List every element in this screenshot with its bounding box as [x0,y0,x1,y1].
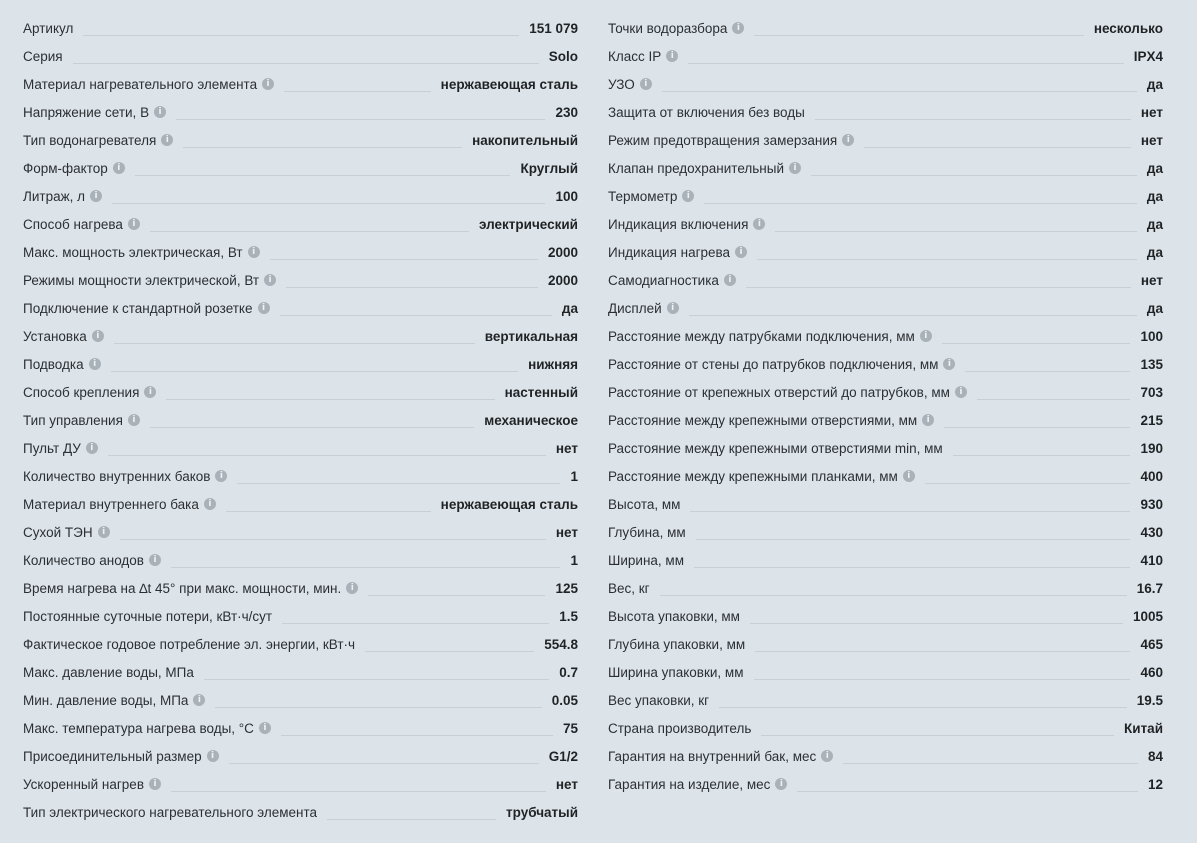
info-icon[interactable]: i [98,526,110,538]
leader-line [690,511,1130,512]
specs-column-right [608,14,1163,843]
leader-line [761,735,1114,736]
leader-line [111,371,518,372]
spec-value: нет [1140,132,1163,148]
spec-row [23,378,578,406]
spec-label: Гарантия на изделие, мес [608,776,771,792]
spec-value: да [1146,76,1163,92]
leader-line [166,399,494,400]
leader-line [811,175,1137,176]
spec-label: Серия [23,48,63,64]
leader-line [694,567,1130,568]
spec-row [23,574,578,602]
spec-value: да [1146,160,1163,176]
spec-label: Макс. мощность электрическая, Вт [23,244,243,260]
spec-row [23,798,578,826]
info-icon[interactable]: i [732,22,744,34]
spec-row [23,602,578,630]
spec-label: Тип водонагревателя [23,132,157,148]
spec-label: Форм-фактор [23,160,108,176]
spec-label: Индикация включения [608,216,749,232]
spec-value: 0.05 [551,692,578,708]
info-icon[interactable]: i [161,134,173,146]
info-icon[interactable]: i [90,190,102,202]
spec-label: Установка [23,328,87,344]
info-icon[interactable]: i [682,190,694,202]
spec-label: Ширина, мм [608,552,684,568]
spec-label: Защита от включения без воды [608,104,805,120]
leader-line [719,707,1127,708]
leader-line [229,763,539,764]
spec-label: Индикация нагрева [608,244,731,260]
leader-line [112,203,545,204]
leader-line [965,371,1130,372]
leader-line [183,147,462,148]
leader-line [750,623,1123,624]
spec-label: Расстояние между патрубками подключения, мм [608,328,915,344]
spec-label: Вес упаковки, кг [608,692,710,708]
leader-line [237,483,560,484]
spec-label: Самодиагностика [608,272,719,288]
info-icon[interactable]: i [86,442,98,454]
leader-line [942,343,1131,344]
spec-row [23,126,578,154]
info-icon[interactable]: i [258,302,270,314]
leader-line [815,119,1131,120]
leader-line [327,819,496,820]
spec-row [608,322,1163,350]
spec-row [23,266,578,294]
spec-value: нет [1140,272,1163,288]
info-icon[interactable]: i [259,722,271,734]
leader-line [746,287,1131,288]
spec-value: 12 [1147,776,1163,792]
spec-row [608,238,1163,266]
spec-label: Сухой ТЭН [23,524,93,540]
spec-row [23,406,578,434]
info-icon[interactable]: i [89,358,101,370]
spec-value: нержавеющая сталь [440,496,578,512]
spec-value: нижняя [528,356,578,372]
spec-value: настенный [504,384,578,400]
spec-row [608,518,1163,546]
leader-line [925,483,1131,484]
leader-line [282,623,549,624]
spec-row [23,434,578,462]
spec-label: Подводка [23,356,84,372]
spec-row [23,490,578,518]
spec-value: 703 [1140,384,1163,400]
spec-value: Solo [548,48,578,64]
spec-value: электрический [479,216,578,232]
info-icon[interactable]: i [149,554,161,566]
spec-label: Артикул [23,20,74,36]
spec-value: Китай [1124,720,1163,736]
leader-line [864,147,1131,148]
spec-row [608,546,1163,574]
info-icon[interactable]: i [207,750,219,762]
spec-row [608,182,1163,210]
spec-row [608,98,1163,126]
spec-value: 125 [555,580,578,596]
spec-label: Материал внутреннего бака [23,496,199,512]
info-icon[interactable]: i [215,470,227,482]
spec-row [23,70,578,98]
spec-label: Подключение к стандартной розетке [23,300,253,316]
spec-label: Гарантия на внутренний бак, мес [608,748,817,764]
leader-line [150,427,474,428]
spec-label: Вес, кг [608,580,650,596]
spec-row [608,154,1163,182]
leader-line [114,343,475,344]
info-icon[interactable]: i [264,274,276,286]
spec-row [23,546,578,574]
info-icon[interactable]: i [346,582,358,594]
info-icon[interactable]: i [943,358,955,370]
spec-value: да [561,300,578,316]
leader-line [83,35,519,36]
leader-line [757,259,1137,260]
spec-value: 400 [1140,468,1163,484]
leader-line [977,399,1131,400]
spec-value: 2000 [547,244,578,260]
spec-row [608,434,1163,462]
spec-row [608,126,1163,154]
spec-label: УЗО [608,76,635,92]
info-icon[interactable]: i [92,330,104,342]
leader-line [953,455,1131,456]
spec-value: 190 [1140,440,1163,456]
spec-row [608,406,1163,434]
specs-column-left [23,14,578,843]
spec-value: да [1146,300,1163,316]
spec-value: 75 [562,720,578,736]
spec-row [608,294,1163,322]
spec-row [23,294,578,322]
leader-line [280,315,552,316]
spec-value: 430 [1140,524,1163,540]
leader-line [73,63,539,64]
spec-value: 2000 [547,272,578,288]
info-icon[interactable]: i [262,78,274,90]
leader-line [843,763,1138,764]
spec-label: Тип управления [23,412,123,428]
spec-row [23,182,578,210]
leader-line [754,679,1131,680]
spec-row [608,378,1163,406]
spec-value: нет [1140,104,1163,120]
spec-label: Высота упаковки, мм [608,608,740,624]
spec-label: Класс IP [608,48,662,64]
info-icon[interactable]: i [920,330,932,342]
leader-line [755,651,1130,652]
spec-value: 1005 [1132,608,1163,624]
leader-line [286,287,538,288]
info-icon[interactable]: i [735,246,747,258]
spec-row [608,770,1163,798]
spec-label: Режим предотвращения замерзания [608,132,838,148]
spec-value: 16.7 [1136,580,1163,596]
spec-label: Способ крепления [23,384,140,400]
spec-row [608,602,1163,630]
spec-value: 1 [570,552,578,568]
spec-value: да [1146,216,1163,232]
spec-label: Время нагрева на ∆t 45° при макс. мощности, мин. [23,580,342,596]
leader-line [226,511,431,512]
spec-row [23,14,578,42]
leader-line [754,35,1083,36]
spec-row [23,714,578,742]
leader-line [797,791,1138,792]
spec-label: Пульт ДУ [23,440,81,456]
spec-label: Расстояние между крепежными планками, мм [608,468,898,484]
spec-row [23,210,578,238]
leader-line [688,63,1123,64]
info-icon[interactable]: i [248,246,260,258]
spec-row [608,490,1163,518]
spec-value: трубчатый [506,804,578,820]
spec-value: 1 [570,468,578,484]
spec-value: 465 [1140,636,1163,652]
spec-label: Клапан предохранительный [608,160,785,176]
leader-line [171,791,546,792]
spec-value: 410 [1140,552,1163,568]
spec-label: Материал нагревательного элемента [23,76,258,92]
spec-row [23,742,578,770]
spec-row [608,42,1163,70]
spec-row [608,266,1163,294]
info-icon[interactable]: i [775,778,787,790]
spec-value: вертикальная [484,328,578,344]
spec-value: 100 [555,188,578,204]
spec-label: Тип электрического нагревательного элемента [23,804,318,820]
leader-line [696,539,1131,540]
info-icon[interactable]: i [789,162,801,174]
info-icon[interactable]: i [193,694,205,706]
spec-label: Литраж, л [23,188,86,204]
info-icon[interactable]: i [128,218,140,230]
spec-row [23,630,578,658]
spec-row [23,350,578,378]
leader-line [704,203,1137,204]
spec-label: Дисплей [608,300,662,316]
spec-value: накопительный [472,132,578,148]
spec-label: Макс. давление воды, МПа [23,664,194,680]
spec-value: да [1146,244,1163,260]
spec-value: несколько [1093,20,1163,36]
spec-value: 84 [1147,748,1163,764]
info-icon[interactable]: i [666,50,678,62]
spec-row [23,686,578,714]
spec-value: 230 [555,104,578,120]
info-icon[interactable]: i [204,498,216,510]
spec-label: Точки водоразбора [608,20,728,36]
leader-line [120,539,546,540]
info-icon[interactable]: i [922,414,934,426]
spec-label: Глубина упаковки, мм [608,636,746,652]
leader-line [662,91,1137,92]
spec-label: Расстояние от стены до патрубков подключения, мм [608,356,939,372]
spec-row [608,14,1163,42]
info-icon[interactable]: i [753,218,765,230]
spec-row [608,70,1163,98]
spec-row [23,518,578,546]
leader-line [270,259,538,260]
spec-value: да [1146,188,1163,204]
info-icon[interactable]: i [154,106,166,118]
spec-label: Количество внутренних баков [23,468,211,484]
info-icon[interactable]: i [821,750,833,762]
leader-line [365,651,534,652]
spec-row [23,658,578,686]
leader-line [108,455,546,456]
spec-label: Расстояние между крепежными отверстиями, мм [608,412,918,428]
info-icon[interactable]: i [640,78,652,90]
spec-value: механическое [484,412,578,428]
spec-label: Фактическое годовое потребление эл. энергии, кВт·ч [23,636,356,652]
spec-row [23,42,578,70]
leader-line [171,567,561,568]
spec-label: Высота, мм [608,496,681,512]
leader-line [204,679,549,680]
leader-line [284,91,431,92]
spec-label: Способ нагрева [23,216,123,232]
leader-line [135,175,511,176]
spec-row [608,658,1163,686]
spec-row [23,154,578,182]
spec-row [608,630,1163,658]
spec-label: Присоединительный размер [23,748,202,764]
leader-line [660,595,1127,596]
spec-value: 215 [1140,412,1163,428]
spec-row [608,574,1163,602]
info-icon[interactable]: i [113,162,125,174]
spec-label: Напряжение сети, В [23,104,150,120]
leader-line [689,315,1137,316]
spec-value: Круглый [520,160,578,176]
spec-row [23,238,578,266]
spec-value: нет [555,524,578,540]
spec-label: Макс. температура нагрева воды, °С [23,720,254,736]
spec-value: 930 [1140,496,1163,512]
spec-value: 460 [1140,664,1163,680]
info-icon[interactable]: i [955,386,967,398]
info-icon[interactable]: i [667,302,679,314]
spec-row [23,770,578,798]
leader-line [368,595,545,596]
spec-value: 19.5 [1136,692,1163,708]
spec-value: 1.5 [559,608,578,624]
spec-value: нет [555,776,578,792]
spec-row [23,322,578,350]
spec-value: 0.7 [559,664,578,680]
spec-value: 554.8 [544,636,578,652]
spec-row [23,98,578,126]
spec-label: Глубина, мм [608,524,686,540]
spec-label: Термометр [608,188,678,204]
spec-label: Количество анодов [23,552,144,568]
info-icon[interactable]: i [724,274,736,286]
leader-line [215,707,541,708]
spec-label: Постоянные суточные потери, кВт·ч/сут [23,608,273,624]
spec-row [608,350,1163,378]
leader-line [150,231,469,232]
spec-row [608,210,1163,238]
spec-label: Страна производитель [608,720,752,736]
spec-row [608,462,1163,490]
spec-label: Расстояние между крепежными отверстиями min, мм [608,440,943,456]
spec-label: Мин. давление воды, МПа [23,692,189,708]
spec-value: нержавеющая сталь [440,76,578,92]
spec-value: 100 [1140,328,1163,344]
leader-line [775,231,1137,232]
spec-label: Расстояние от крепежных отверстий до патрубков, мм [608,384,950,400]
spec-value: IPX4 [1133,48,1163,64]
leader-line [176,119,545,120]
info-icon[interactable]: i [128,414,140,426]
spec-row [23,462,578,490]
spec-row [608,714,1163,742]
info-icon[interactable]: i [149,778,161,790]
spec-label: Ширина упаковки, мм [608,664,744,680]
spec-row [608,742,1163,770]
spec-value: 151 079 [529,20,578,36]
info-icon[interactable]: i [144,386,156,398]
info-icon[interactable]: i [903,470,915,482]
spec-label: Ускоренный нагрев [23,776,144,792]
spec-label: Режимы мощности электрической, Вт [23,272,260,288]
spec-value: G1/2 [548,748,578,764]
spec-row [608,686,1163,714]
spec-value: нет [555,440,578,456]
spec-value: 135 [1140,356,1163,372]
leader-line [281,735,553,736]
info-icon[interactable]: i [842,134,854,146]
leader-line [944,427,1130,428]
